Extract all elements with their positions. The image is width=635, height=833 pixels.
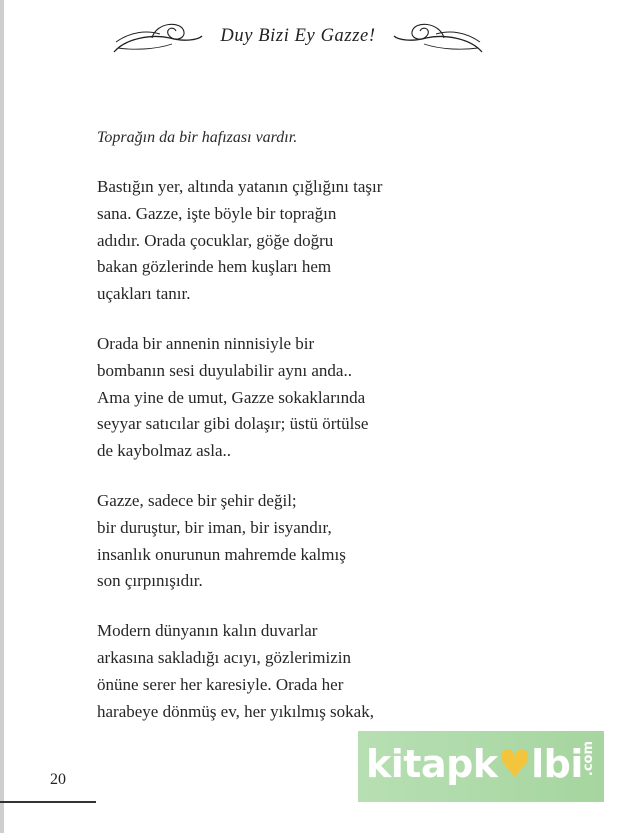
page-number: 20 bbox=[50, 771, 66, 788]
text-line: Orada bir annenin ninnisiyle bir bbox=[97, 333, 315, 353]
running-title: Duy Bizi Ey Gazze! bbox=[220, 26, 376, 46]
text-line: bir duruştur, bir iman, bir isyandır, bbox=[97, 517, 332, 537]
text-line: harabeye dönmüş ev, her yıkılmış sokak, bbox=[97, 701, 374, 721]
text-line: bombanın sesi duyulabilir aynı anda.. bbox=[97, 360, 352, 380]
heart-icon: ♥ bbox=[497, 742, 532, 786]
text-line: Modern dünyanın kalın duvarlar bbox=[97, 621, 318, 641]
watermark-logo bbox=[358, 731, 604, 802]
right-ornament-icon bbox=[392, 14, 484, 58]
watermark-wordmark bbox=[366, 742, 583, 786]
text-line: insanlık onurunun mahremde kalmış bbox=[97, 544, 346, 564]
text-line: adıdır. Orada çocuklar, göğe doğru bbox=[97, 230, 334, 250]
body-text bbox=[97, 124, 427, 748]
epigraph: Toprağın da bir hafızası vardır. bbox=[97, 129, 298, 146]
text-line: önüne serer her karesiyle. Orada her bbox=[97, 674, 344, 694]
text-line: Ama yine de umut, Gazze sokaklarında bbox=[97, 387, 366, 407]
paragraph-1 bbox=[97, 174, 427, 308]
text-line: de kaybolmaz asla.. bbox=[97, 441, 232, 461]
left-ornament-icon bbox=[112, 14, 204, 58]
paragraph-3 bbox=[97, 488, 427, 595]
text-line: Bastığın yer, altında yatanın çığlığını taşır bbox=[97, 177, 383, 196]
paragraph-4 bbox=[97, 618, 427, 725]
text-line: sana. Gazze, işte böyle bir toprağın bbox=[97, 203, 337, 223]
text-line: son çırpınışıdır. bbox=[97, 571, 203, 591]
text-line: uçakları tanır. bbox=[97, 284, 191, 304]
text-line: bakan gözlerinde hem kuşları hem bbox=[97, 257, 332, 277]
page-header bbox=[112, 14, 484, 58]
watermark-domain: .com bbox=[581, 741, 596, 777]
watermark-text-start: kitapk bbox=[366, 742, 498, 786]
paragraph-2 bbox=[97, 331, 427, 465]
text-line: seyyar satıcılar gibi dolaşır; üstü örtülse bbox=[97, 414, 369, 434]
footer-rule bbox=[0, 801, 96, 803]
text-line: Gazze, sadece bir şehir değil; bbox=[97, 490, 297, 510]
text-line: arkasına sakladığı acıyı, gözlerimizin bbox=[97, 647, 351, 667]
watermark-text-end: lbi bbox=[531, 742, 583, 786]
page-edge bbox=[0, 0, 4, 833]
